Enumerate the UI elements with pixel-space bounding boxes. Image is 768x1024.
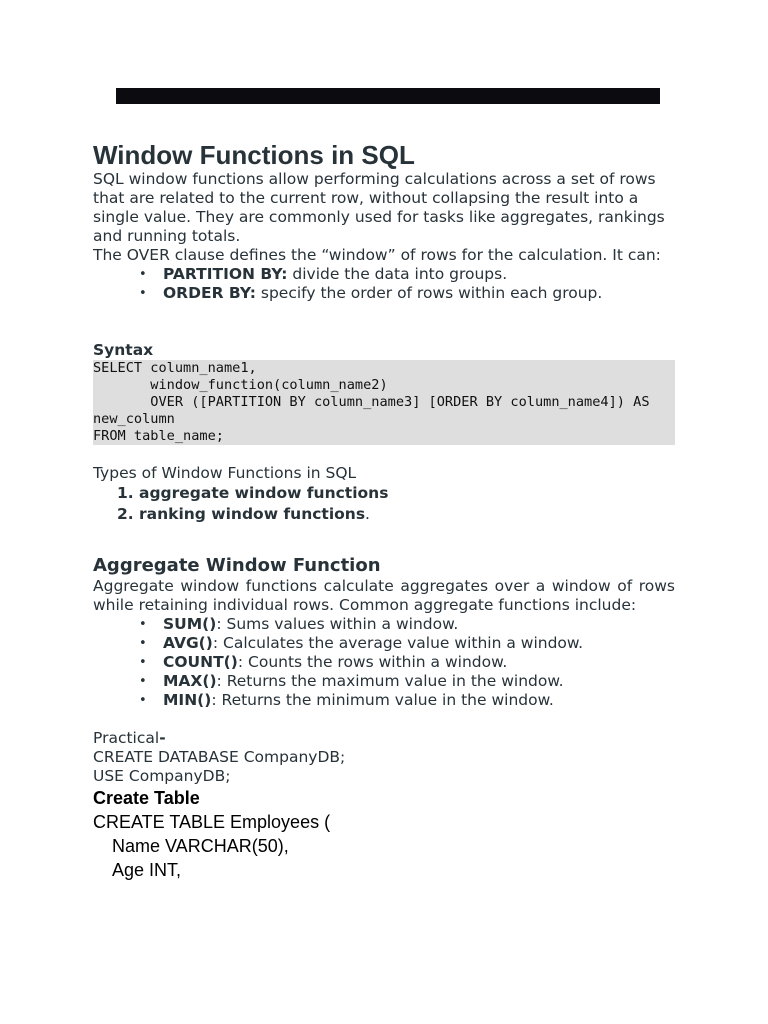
header-bar — [116, 88, 660, 104]
page-title: Window Functions in SQL — [93, 140, 415, 170]
over-clause-list — [93, 265, 675, 303]
aggregate-paragraph: Aggregate window functions calculate aggregates over a window of rows while retaining individual rows. Common aggregate functions include: — [93, 577, 675, 614]
practical-dash: - — [159, 729, 166, 747]
list-item-desc: : Returns the maximum value in the window. — [216, 672, 564, 690]
list-item — [93, 504, 675, 525]
list-item — [93, 634, 675, 653]
list-item-term: MIN() — [163, 691, 212, 709]
list-item-term: COUNT() — [163, 653, 238, 671]
aggregate-functions-list — [93, 615, 675, 710]
create-table-line: Age INT, — [112, 860, 182, 880]
list-item-desc: : Calculates the average value within a window. — [212, 634, 584, 652]
list-item-suffix: . — [365, 505, 370, 523]
list-item — [93, 615, 675, 634]
list-item-term: PARTITION BY: — [163, 265, 288, 283]
types-list — [93, 483, 675, 525]
syntax-code-block: SELECT column_name1, window_function(column_name2) OVER ([PARTITION BY column_name3] [ORDER BY column_name4]) AS new_column FROM table_name; — [93, 360, 675, 445]
list-item-term: AVG() — [163, 634, 213, 652]
list-item-term: SUM() — [163, 615, 217, 633]
list-item-label: ranking window functions — [139, 505, 366, 523]
list-item-desc: : Returns the minimum value in the window. — [211, 691, 554, 709]
list-item-desc: : Sums values within a window. — [216, 615, 459, 633]
syntax-heading: Syntax — [93, 341, 154, 359]
list-item — [93, 483, 675, 504]
list-item-label: aggregate window functions — [139, 484, 389, 502]
article-content — [93, 140, 675, 882]
aggregate-heading: Aggregate Window Function — [93, 555, 381, 576]
list-item-term: ORDER BY: — [163, 284, 256, 302]
list-item-number: 1. — [117, 484, 134, 502]
practical-line: CREATE DATABASE CompanyDB; — [93, 748, 346, 766]
create-table-heading: Create Table — [93, 788, 200, 808]
list-item-desc: specify the order of rows within each group. — [255, 284, 603, 302]
practical-line: USE CompanyDB; — [93, 767, 231, 785]
intro-paragraph: SQL window functions allow performing calculations across a set of rows that are related to the current row, without collapsing the result into a single value. They are commonly used for tasks like aggregates, rankings and running totals. — [93, 170, 665, 245]
list-item — [93, 691, 675, 710]
create-table-line: Name VARCHAR(50), — [112, 836, 289, 856]
list-item — [93, 284, 675, 303]
list-item — [93, 653, 675, 672]
practical-label — [93, 729, 675, 748]
list-item — [93, 672, 675, 691]
list-item-number: 2. — [117, 505, 134, 523]
list-item-desc: : Counts the rows within a window. — [237, 653, 508, 671]
list-item-desc: divide the data into groups. — [287, 265, 508, 283]
practical-text: Practical — [93, 729, 160, 747]
list-item-term: MAX() — [163, 672, 217, 690]
create-table-line: CREATE TABLE Employees ( — [93, 812, 331, 832]
list-item — [93, 265, 675, 284]
over-clause-paragraph: The OVER clause defines the “window” of rows for the calculation. It can: — [93, 246, 661, 264]
types-heading: Types of Window Functions in SQL — [93, 464, 357, 482]
